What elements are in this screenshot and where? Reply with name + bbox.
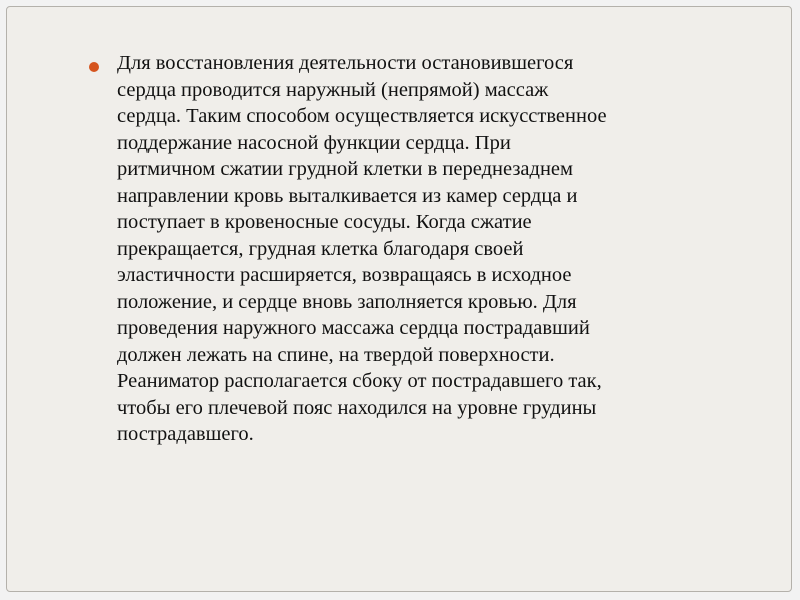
bullet-text: Для восстановления деятельности остановившегося сердца проводится наружный (непрямой) массаж сердца. Таким способом осуществляется искусственное поддержание насосной функции сердца. При ритмичном сжатии грудной клетки в переднезаднем направлении кровь выталкивается из камер сердца и поступает в кровеносные сосуды. Когда сжатие прекращается, грудная клетка благодаря своей эластичности расширяется, возвращаясь в исходное положение, и сердце вновь заполняется кровью. Для проведения наружного массажа сердца пострадавший должен лежать на спине, на твердой поверхности. Реаниматор располагается сбоку от пострадавшего так, чтобы его плечевой пояс находился на уровне грудины пострадавшего.	[117, 52, 607, 445]
circle-bullet-icon	[89, 62, 99, 72]
bullet-item	[89, 50, 759, 448]
slide	[6, 6, 792, 592]
